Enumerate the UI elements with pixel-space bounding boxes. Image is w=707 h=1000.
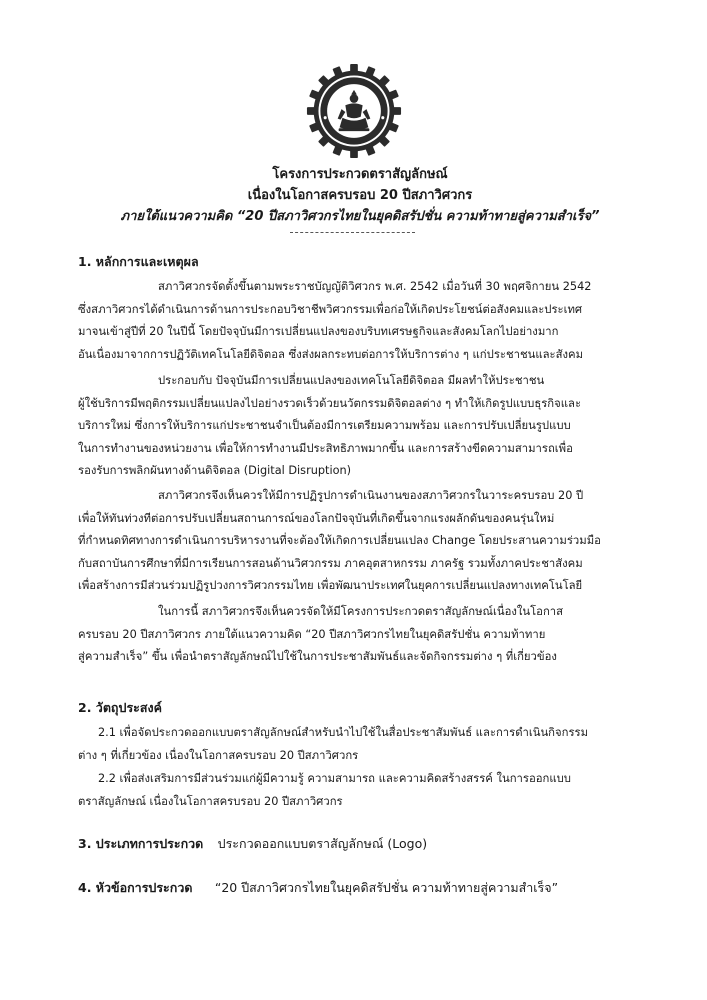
- text-line: ในการทำงานของหน่วยงาน เพื่อให้การทำงานมีประสิทธิภาพมากขึ้น และการสร้างขีดความสามารถเพื่อ: [78, 441, 573, 455]
- text-line: บริการใหม่ ซึ่งการให้บริการแก่ประชาชนจำเป็นต้องมีการเตรียมความพร้อม และการปรับเปลี่ยนรูปแบบ: [78, 419, 571, 433]
- text-line: อันเนื่องมาจากการปฏิวัติเทคโนโลยีดิจิตอล ซึ่งส่งผลกระทบต่อการให้บริการต่าง ๆ แก่ประชาชนและสังคม: [78, 347, 584, 361]
- section-3-row: [78, 836, 427, 852]
- text-line: สภาวิศวกรจึงเห็นควรให้มีการปฏิรูปการดำเนินงานของสภาวิศวกรในวาระครบรอบ 20 ปี: [158, 489, 584, 502]
- text-line: ผู้ใช้บริการมีพฤติกรรมเปลี่ยนแปลงไปอย่างรวดเร็วด้วยนวัตกรรมดิจิตอลต่าง ๆ ทำให้เกิดรูปแบบธุรกิจและ: [78, 396, 582, 410]
- text-line: เพื่อสร้างการมีส่วนร่วมปฏิรูปวงการวิศวกรรมไทย เพื่อพัฒนาประเทศในยุคการเปลี่ยนแปลงทางเทคโนโลยี: [78, 579, 583, 593]
- text-line: มาจนเข้าสู่ปีที่ 20 ในปีนี้ โดยปัจจุบันมีการเปลี่ยนแปลงของบริบทเศรษฐกิจและสังคมโลกไปอย่างมาก: [78, 325, 559, 339]
- text-line: 2.2 เพื่อส่งเสริมการมีส่วนร่วมแก่ผู้มีความรู้ ความสามารถ และความคิดสร้างสรรค์ ในการออกแบบ: [98, 772, 571, 785]
- text-line: ที่กำหนดทิศทางการดำเนินการบริหารงานที่จะต้องให้เกิดการเปลี่ยนแปลง Change โดยประสานความร่วมมือ: [78, 534, 601, 548]
- text-line: กับสถาบันการศึกษาที่มีการเรียนการสอนด้านวิศวกรรม ภาคอุตสาหกรรม ภาครัฐ รวมทั้งภาคประชาสังคม: [78, 556, 583, 570]
- section-1-heading: 1. หลักการและเหตุผล: [78, 254, 199, 269]
- text-line: ครบรอบ 20 ปีสภาวิศวกร ภายใต้แนวความคิด “20 ปีสภาวิศวกรไทยในยุคดิสรัปชั่น ความท้าทาย: [78, 627, 546, 641]
- section-4-heading: 4. หัวข้อการประกวด: [78, 880, 193, 895]
- section-1-paragraph-3: [78, 485, 613, 598]
- title-divider: [290, 232, 415, 233]
- title-line-2: เนื่องในโอกาสครบรอบ 20 ปีสภาวิศวกร: [247, 188, 473, 203]
- title-line-3: ภายใต้แนวความคิด “20 ปีสภาวิศวกรไทยในยุคดิสรัปชั่น ความท้าทายสู่ความสำเร็จ”: [120, 209, 600, 224]
- section-4-row: [78, 880, 558, 896]
- section-2-item-2: [78, 768, 613, 813]
- section-1-paragraph-2: [78, 370, 613, 483]
- text-line: สภาวิศวกรจัดตั้งขึ้นตามพระราชบัญญัติวิศวกร พ.ศ. 2542 เมื่อวันที่ 30 พฤศจิกายน 2542: [158, 280, 592, 293]
- text-line: ซึ่งสภาวิศวกรได้ดำเนินการด้านการประกอบวิชาชีพวิศวกรรมเพื่อก่อให้เกิดประโยชน์ต่อสังคมและประเทศ: [78, 302, 583, 316]
- text-line: สู่ความสำเร็จ” ขึ้น เพื่อนำตราสัญลักษณ์ไปใช้ในการประชาสัมพันธ์และจัดกิจกรรมต่าง ๆ ที่เกี่ยวข้อง: [78, 650, 557, 664]
- text-line: ประกอบกับ ปัจจุบันมีการเปลี่ยนแปลงของเทคโนโลยีดิจิตอล มีผลทำให้ประชาชน: [158, 374, 545, 387]
- text-line: ในการนี้ สภาวิศวกรจึงเห็นควรจัดให้มีโครงการประกวดตราสัญลักษณ์เนื่องในโอกาส: [158, 605, 564, 618]
- text-line: ตราสัญลักษณ์ เนื่องในโอกาสครบรอบ 20 ปีสภาวิศวกร: [78, 794, 343, 808]
- section-4-value: “20 ปีสภาวิศวกรไทยในยุคดิสรัปชั่น ความท้าทายสู่ความสำเร็จ”: [214, 880, 559, 895]
- text-line: รองรับการพลิกผันทางด้านดิจิตอล (Digital Disruption): [78, 464, 352, 478]
- title-line-1: โครงการประกวดตราสัญลักษณ์: [272, 167, 448, 182]
- section-1-paragraph-1: [78, 276, 613, 366]
- section-3-value: ประกวดออกแบบตราสัญลักษณ์ (Logo): [217, 836, 428, 851]
- section-2-heading: 2. วัตถุประสงค์: [78, 700, 162, 715]
- text-line: 2.1 เพื่อจัดประกวดออกแบบตราสัญลักษณ์สำหรับนำไปใช้ในสื่อประชาสัมพันธ์ และการดำเนินกิจกรรม: [98, 726, 589, 739]
- section-2-item-1: [78, 722, 613, 767]
- section-3-heading: 3. ประเภทการประกวด: [78, 836, 204, 851]
- section-1-paragraph-4: [78, 601, 613, 669]
- text-line: ต่าง ๆ ที่เกี่ยวข้อง เนื่องในโอกาสครบรอบ 20 ปีสภาวิศวกร: [78, 748, 359, 762]
- text-line: เพื่อให้ทันท่วงทีต่อการปรับเปลี่ยนสถานการณ์ของโลกปัจจุบันที่เกิดขึ้นจากแรงผลักดันของคนรุ่นใหม่: [78, 511, 555, 525]
- council-seal-logo: [306, 63, 402, 159]
